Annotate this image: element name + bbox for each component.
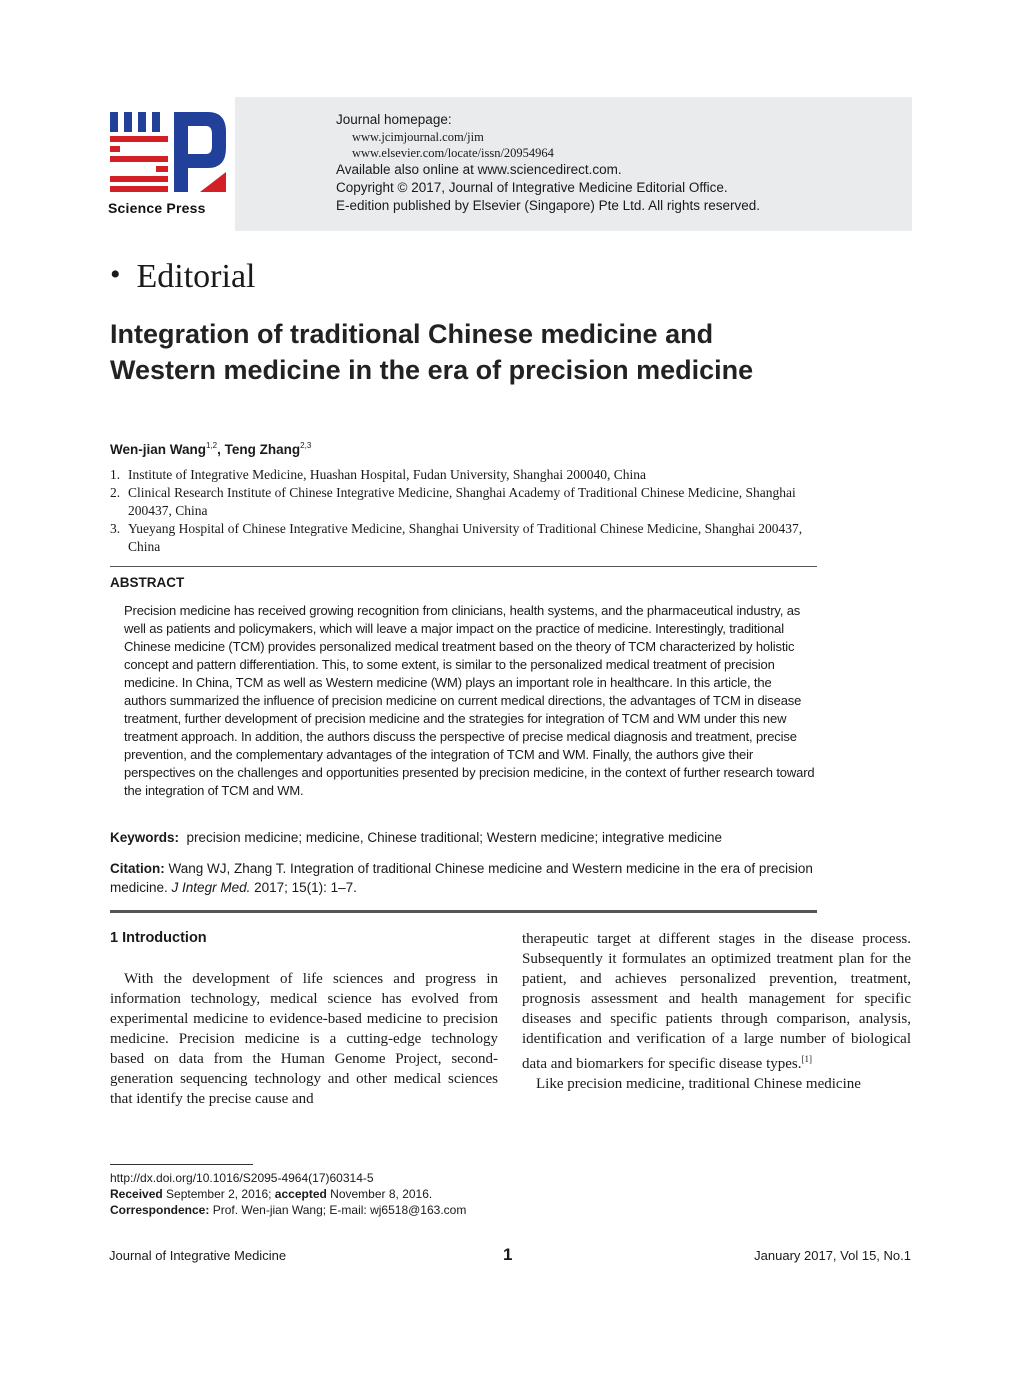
- body-column-left: [110, 969, 498, 1109]
- science-press-logo: [108, 108, 230, 220]
- introduction-heading: 1 Introduction: [110, 930, 207, 946]
- affiliation-list: [110, 466, 815, 556]
- received-label: Received: [110, 1187, 163, 1201]
- received-date: September 2, 2016;: [166, 1187, 272, 1201]
- doi-link[interactable]: http://dx.doi.org/10.1016/S2095-4964(17)60314-5: [110, 1171, 374, 1185]
- affiliation-number: 1.: [110, 467, 121, 482]
- footnote-rule: [110, 1164, 253, 1165]
- body-column-right: [522, 929, 911, 1094]
- affiliation-item: [110, 466, 815, 484]
- intro-paragraph-continued: [522, 929, 911, 1074]
- copyright-line: Copyright © 2017, Journal of Integrative Medicine Editorial Office.: [336, 180, 728, 195]
- journal-info-box: [235, 97, 912, 231]
- article-title: Integration of traditional Chinese medicine and Western medicine in the era of precision medicine: [110, 319, 754, 385]
- author-list: [110, 441, 311, 457]
- intro-paragraph-2: Like precision medicine, traditional Chinese medicine: [536, 1076, 861, 1092]
- accepted-date: November 8, 2016.: [330, 1187, 433, 1201]
- keywords-text: precision medicine; medicine, Chinese traditional; Western medicine; integrative medicine: [186, 830, 723, 845]
- abstract-bottom-rule: [110, 910, 817, 913]
- author-name: Teng Zhang: [224, 442, 301, 457]
- citation-volume: 2017; 15(1): 1–7.: [254, 880, 357, 895]
- homepage-url-jcim[interactable]: www.jcimjournal.com/jim: [352, 130, 484, 144]
- correspondence-label: Correspondence:: [110, 1203, 210, 1217]
- footer-issue: January 2017, Vol 15, No.1: [754, 1248, 911, 1263]
- homepage-label: Journal homepage:: [336, 112, 452, 127]
- logo-text: Science Press: [108, 200, 206, 216]
- abstract-top-rule: [110, 566, 817, 567]
- affiliation-text: Institute of Integrative Medicine, Huashan Hospital, Fudan University, Shanghai 200040, China: [128, 467, 647, 482]
- author-separator: ,: [217, 442, 225, 457]
- affiliation-text: Clinical Research Institute of Chinese Integrative Medicine, Shanghai Academy of Traditional Chinese Medicine, Shanghai 200437, China: [128, 485, 796, 518]
- accepted-label: accepted: [274, 1187, 327, 1201]
- affiliation-item: [110, 484, 815, 520]
- citation-text: Wang WJ, Zhang T. Integration of traditional Chinese medicine and Western medicine in the era of precision medicine.: [110, 861, 813, 895]
- abstract-text: Precision medicine has received growing recognition from clinicians, health systems, and the pharmaceutical industry, as well as patients and policymakers, which will leave a major impact on the practice of medicine. Interestingly, traditional Chinese medicine (TCM) provides personalized medical treatment based on the theory of TCM characterized by holistic concept and pattern differentiation. This, to some extent, is similar to the personalized medical treatment of precision medicine. In China, TCM as well as Western medicine (WM) plays an important role in healthcare. In this article, the authors summarized the influence of precision medicine on current medical directions, the advantages of TCM in disease treatment, further development of precision medicine and the strategies for integration of TCM and WM under this new treatment approach. In addition, the authors discuss the perspective of precise medical diagnosis and treatment, precise prevention, and the complementary advantages of the integration of TCM and WM. Finally, the authors give their perspectives on the challenges and opportunities presented by precision medicine, in the context of further research toward the integration of TCM and WM.: [124, 603, 815, 798]
- homepage-url-elsevier[interactable]: www.elsevier.com/locate/issn/20954964: [352, 146, 554, 160]
- intro-paragraph: With the development of life sciences and progress in information technology, medical science has evolved from experimental medicine to evidence-based medicine to precision medicine. Precision medicine is a cutting-edge technology based on data from the Human Genome Project, second-generation sequencing technology and other medical sciences that identify the precise cause and: [110, 971, 498, 1107]
- footer-journal-name: Journal of Integrative Medicine: [109, 1248, 287, 1263]
- science-press-logo-icon: [108, 108, 230, 196]
- author-affiliation-sup: 2,3: [300, 441, 312, 450]
- section-label: Editorial: [136, 258, 256, 295]
- intro-paragraph-text: therapeutic target at different stages in the disease process. Subsequently it formulates an optimized treatment plan for the patient, and achieves personalized prevention, treatment, prognosis assessment and health management for specific diseases and specific patients through comparison, analysis, identification and verification of a large number of biological data and biomarkers for specific disease types.: [522, 931, 911, 1072]
- page-number: 1: [503, 1245, 513, 1264]
- citation: [110, 859, 817, 897]
- correspondence-line: [110, 1202, 466, 1218]
- author-affiliation-sup: 1,2: [206, 441, 218, 450]
- availability-line: Available also online at www.sciencedirect.com.: [336, 162, 622, 177]
- affiliation-item: [110, 520, 815, 556]
- citation-journal: J Integr Med.: [171, 880, 251, 895]
- dates-line: [110, 1186, 466, 1202]
- correspondence-text: Prof. Wen-jian Wang; E-mail: wj6518@163.com: [212, 1203, 467, 1217]
- keywords-label: Keywords:: [110, 830, 180, 845]
- author-name: Wen-jian Wang: [110, 442, 206, 457]
- section-bullet: •: [110, 258, 121, 291]
- affiliation-text: Yueyang Hospital of Chinese Integrative Medicine, Shanghai University of Traditional Chinese Medicine, Shanghai 200437, China: [128, 521, 803, 554]
- abstract-heading: ABSTRACT: [110, 575, 185, 590]
- footnotes: [110, 1170, 466, 1218]
- citation-label: Citation:: [110, 861, 165, 876]
- reference-link[interactable]: [1]: [801, 1054, 812, 1064]
- keywords: [110, 829, 817, 847]
- affiliation-number: 2.: [110, 485, 121, 500]
- publisher-line: E-edition published by Elsevier (Singapore) Pte Ltd. All rights reserved.: [336, 198, 760, 213]
- affiliation-number: 3.: [110, 521, 121, 536]
- section-heading: [110, 258, 255, 296]
